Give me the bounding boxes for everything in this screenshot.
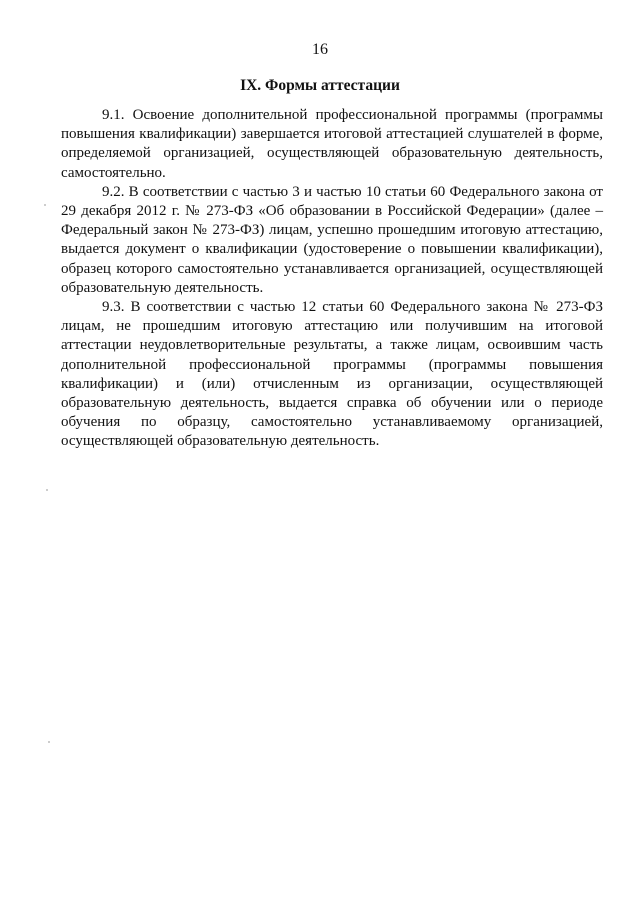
paragraph-9-1: 9.1. Освоение дополнительной профессиональной программы (программы повышения квалификации) завершается итоговой аттестацией слушателей в форме, определяемой организацией, осуществляющей образовательную деятельность, самостоятельно.: [61, 107, 603, 181]
page-number: 16: [312, 41, 328, 58]
paragraph-9-3: 9.3. В соответствии с частью 12 статьи 60 Федерального закона № 273-ФЗ лицам, не прошедшим итоговую аттестацию или получившим на итоговой аттестации неудовлетворительные результаты, а также лицам, освоившим часть дополнительной профессиональной программы (программы повышения квалификации) и (или) отчисленным из организации, осуществляющей образовательную деятельность, выдается справка об обучении или о периоде обучения по образцу, самостоятельно устанавливаемому организацией, осуществляющей образовательную деятельность.: [61, 299, 603, 450]
scan-speck: [48, 741, 50, 743]
paragraph-9-2: 9.2. В соответствии с частью 3 и частью 10 статьи 60 Федерального закона от 29 декабря 2012 г. № 273-ФЗ «Об образовании в Российской Федерации» (далее – Федеральный закон № 273-ФЗ) лицам, успешно прошедшим итоговую аттестацию, выдается документ о квалификации (удостоверение о повышении квалификации), образец которого самостоятельно устанавливается организацией, осуществляющей образовательную деятельность.: [61, 183, 603, 296]
section-body: [61, 106, 603, 452]
scan-speck: [46, 489, 48, 491]
section-heading: IX. Формы аттестации: [240, 77, 400, 94]
scan-speck: [44, 204, 46, 206]
